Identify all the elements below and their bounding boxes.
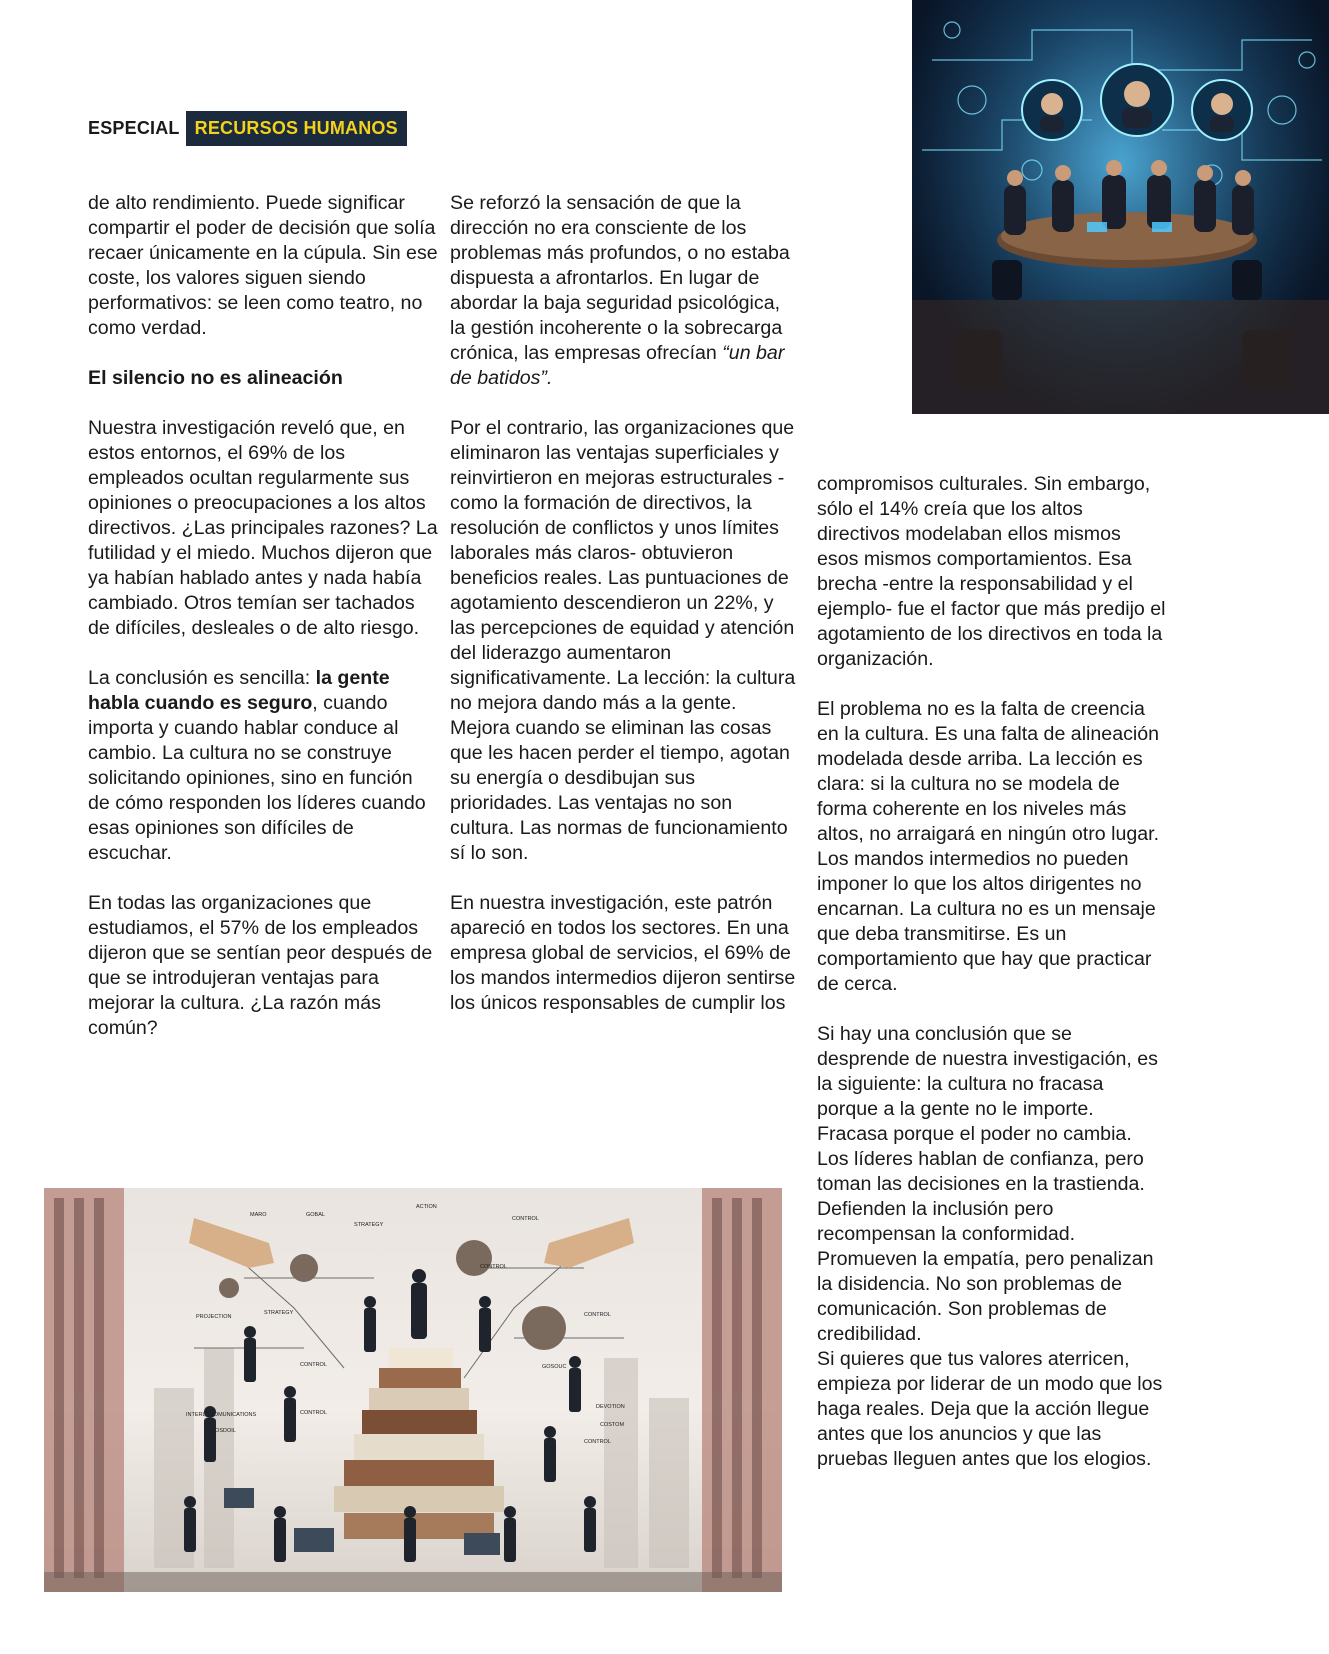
- col1-paragraph-3: [88, 666, 438, 866]
- col3-paragraph-3: Si hay una conclusión que se desprende de nuestra investigación, es la siguiente: la cultura no fracasa porque a la gente no le importe. Fracasa porque el poder no cambia. Los líderes hablan de confianza, pero toman las decisiones en la trastienda. Defienden la inclusión pero recompensan la conformidad. Promueven la empatía, pero penalizan la disidencia. No son problemas de comunicación. Son problemas de credibilidad.: [817, 1023, 1158, 1345]
- illustration-label: ACTION: [416, 1204, 437, 1210]
- col3-paragraph-1: compromisos culturales. Sin embargo, sólo el 14% creía que los altos directivos modelaban ellos mismos esos mismos comportamientos. Esa brecha -entre la responsabilidad y el ejemplo- fue el factor que más predijo el agotamiento de los directivos en toda la organización.: [817, 473, 1166, 670]
- illustration-label: STRATEGY: [264, 1310, 294, 1316]
- col1-p3-bold: la gente habla cuando es seguro: [88, 667, 390, 714]
- col1-p3-rest: , cuando importa y cuando hablar conduce al cambio. La cultura no se construye solicitando opiniones, sino en función de cómo responden los líderes cuando esas opiniones son difíciles de escuchar.: [88, 692, 426, 864]
- virtual-meeting-illustration: [912, 0, 1329, 414]
- col2-p1-italic: “un bar de batidos”.: [450, 342, 785, 389]
- illustration-label: CONTROL: [480, 1264, 507, 1270]
- illustration-label: GOSOUC: [542, 1364, 567, 1370]
- illustration-label: CONTROL: [512, 1216, 539, 1222]
- header-especial: ESPECIAL: [88, 117, 180, 138]
- col2-paragraph-3: En nuestra investigación, este patrón apareció en todos los sectores. En una empresa global de servicios, el 69% de los mandos intermedios dijeron sentirse los únicos responsables de cumplir los: [450, 892, 796, 1014]
- col2-paragraph-2: Por el contrario, las organizaciones que eliminaron las ventajas superficiales y reinvirtieron en mejoras estructurales -como la formación de directivos, la resolución de conflictos y unos límites laborales más claros- obtuvieron beneficios reales. Las puntuaciones de agotamiento descendieron un 22%, y las percepciones de equidad y atención del liderazgo aumentaron significativamente. La lección: la cultura no mejora dando más a la gente. Mejora cuando se eliminan las cosas que les hacen perder el tiempo, agotan su energía o desdibujan sus prioridades. Las ventajas no son cultura. Las normas de funcionamiento sí lo son.: [450, 417, 796, 864]
- illustration-label: GOBAL: [306, 1212, 325, 1218]
- col2-paragraph-1: [450, 191, 800, 391]
- section-header: [88, 110, 407, 146]
- col1-paragraph-1: de alto rendimiento. Puede significar compartir el poder de decisión que solía recaer únicamente en la cúpula. Sin ese coste, los valores siguen siendo performativos: se leen como teatro, no como verdad.: [88, 192, 438, 339]
- bottom-illustration: [44, 1188, 782, 1592]
- illustration-label: CONTROL: [584, 1439, 611, 1445]
- col3-paragraph-4: Si quieres que tus valores aterricen, empieza por liderar de un modo que los haga reales. Deja que la acción llegue antes que los anuncios y que las pruebas lleguen antes que los elogios.: [817, 1348, 1163, 1470]
- illustration-label: CONTROL: [300, 1362, 327, 1368]
- illustration-label: STRATEGY: [354, 1222, 384, 1228]
- top-illustration: [912, 0, 1329, 414]
- column-1: [88, 191, 438, 1041]
- leadership-books-illustration: [44, 1188, 782, 1592]
- illustration-label: INTERLOCOMUNICATIONS: [186, 1412, 257, 1418]
- column-3: [817, 472, 1167, 1472]
- illustration-label: COSTOM: [600, 1422, 625, 1428]
- col2-p1-text: Se reforzó la sensación de que la dirección no era consciente de los problemas más profundos, o no estaba dispuesta a afrontarlos. En lugar de abordar la baja seguridad psicológica, la gestión incoherente o la sobrecarga crónica, las empresas ofrecían: [450, 192, 790, 364]
- illustration-label: MARO: [250, 1212, 267, 1218]
- illustration-label: CONTROL: [300, 1410, 327, 1416]
- col1-paragraph-4: En todas las organizaciones que estudiamos, el 57% de los empleados dijeron que se sentían peor después de que se introdujeran ventajas para mejorar la cultura. ¿La razón más común?: [88, 892, 433, 1039]
- illustration-label: CONTROL: [584, 1312, 611, 1318]
- col1-paragraph-2: Nuestra investigación reveló que, en estos entornos, el 69% de los empleados ocultan regularmente sus opiniones o preocupaciones a los altos directivos. ¿Las principales razones? La futilidad y el miedo. Muchos dijeron que ya habían hablado antes y nada había cambiado. Otros temían ser tachados de difíciles, desleales o de alto riesgo.: [88, 417, 438, 639]
- col1-p3-lead: La conclusión es sencilla:: [88, 667, 316, 689]
- illustration-label: LOSDOIL: [212, 1428, 236, 1434]
- subheading-silencio: El silencio no es alineación: [88, 367, 343, 389]
- illustration-label: DEVOTION: [596, 1404, 625, 1410]
- column-2: [450, 191, 800, 1016]
- header-section-tag: RECURSOS HUMANOS: [186, 111, 407, 146]
- col3-paragraph-2: El problema no es la falta de creencia en la cultura. Es una falta de alineación modelada desde arriba. La lección es clara: si la cultura no se modela de forma coherente en los niveles más altos, no arraigará en ningún otro lugar. Los mandos intermedios no pueden imponer lo que los altos dirigentes no encarnan. La cultura no es un mensaje que deba transmitirse. Es un comportamiento que hay que practicar de cerca.: [817, 698, 1160, 995]
- illustration-label: PROJECTION: [196, 1314, 232, 1320]
